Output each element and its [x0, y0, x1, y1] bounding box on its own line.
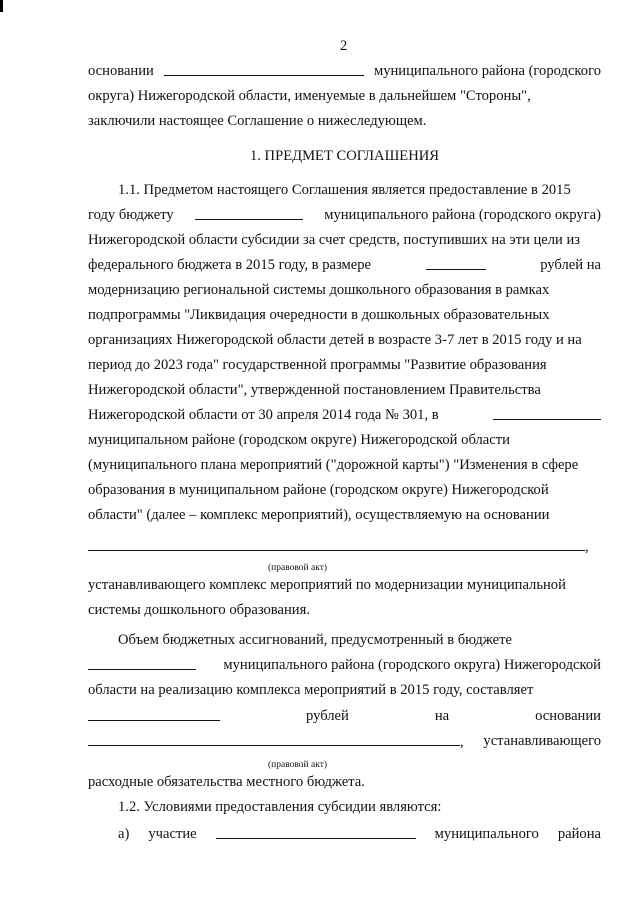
p3-line-2: а) участие муниципального района [118, 826, 601, 842]
p2-line-1: Объем бюджетных ассигнований, предусмотренный в бюджете [118, 632, 512, 648]
p1-line-10: Нижегородской области от 30 апреля 2014 года № 301, в [88, 405, 601, 425]
blank-field [88, 731, 460, 746]
p1-line-7: организациях Нижегородской области детей в возрасте 3-7 лет в 2015 году и на [88, 332, 582, 348]
p1-line-12: (муниципального плана мероприятий ("дорожной карты") "Изменения в сфере [88, 457, 579, 473]
p3-line-1: 1.2. Условиями предоставления субсидии являются: [118, 799, 442, 815]
p1-line-16: системы дошкольного образования. [88, 602, 310, 618]
p1-line-11: муниципальном районе (городском округе) Нижегородской области [88, 432, 510, 448]
p2-line-4: рублей на основании [88, 706, 601, 726]
p1-line-6: подпрограммы "Ликвидация очередности в дошкольных образовательных [88, 307, 550, 323]
p1-line-3: Нижегородской области субсидии за счет средств, поступивших на эти цели из [88, 232, 581, 248]
p1-line-4: федерального бюджета в 2015 году, в размере рублей на [88, 257, 601, 273]
p1-line-5: модернизацию региональной системы дошкольного образования в рамках [88, 282, 550, 298]
p2-line-5: , устанавливающего [88, 731, 601, 751]
p1-legal-act-line: , [88, 536, 601, 556]
p1-line-2: году бюджету муниципального района (городского округа) [88, 207, 601, 223]
p2-line-3: области на реализацию комплекса мероприятий в 2015 году, составляет [88, 682, 534, 698]
p1-line-15: устанавливающего комплекс мероприятий по модернизации муниципальной [88, 577, 566, 593]
intro-line-2: округа) Нижегородской области, именуемые в дальнейшем "Стороны", [88, 88, 531, 104]
p1-line-13: образования в муниципальном районе (городском округе) Нижегородской [88, 482, 549, 498]
blank-field [164, 61, 364, 76]
intro-line-3: заключили настоящее Соглашение о нижеследующем. [88, 113, 427, 129]
p1-line-8: период до 2023 года" государственной программы "Развитие образования [88, 357, 547, 373]
p2-line-6: расходные обязательства местного бюджета. [88, 774, 365, 790]
section-title: 1. ПРЕДМЕТ СОГЛАШЕНИЯ [249, 148, 440, 164]
p1-line-9: Нижегородской области", утвержденной постановлением Правительства [88, 382, 541, 398]
blank-field [88, 655, 196, 670]
blank-field [88, 706, 220, 721]
blank-field [426, 255, 486, 270]
blank-field [195, 205, 303, 220]
legal-act-note: (правовой акт) [268, 563, 328, 573]
intro-line-1: основании муниципального района (городского [88, 63, 601, 79]
p1-line-14: области" (далее – комплекс мероприятий), осуществляемую на основании [88, 507, 550, 523]
page-number: 2 [340, 38, 348, 54]
p1-line-1: 1.1. Предметом настоящего Соглашения является предоставление в 2015 [118, 182, 571, 198]
p2-line-2: муниципального района (городского округа) Нижегородской [88, 655, 601, 675]
blank-field [216, 824, 416, 839]
legal-act-note: (правовой акт) [268, 760, 328, 770]
blank-field [88, 536, 585, 551]
blank-field [493, 405, 601, 420]
